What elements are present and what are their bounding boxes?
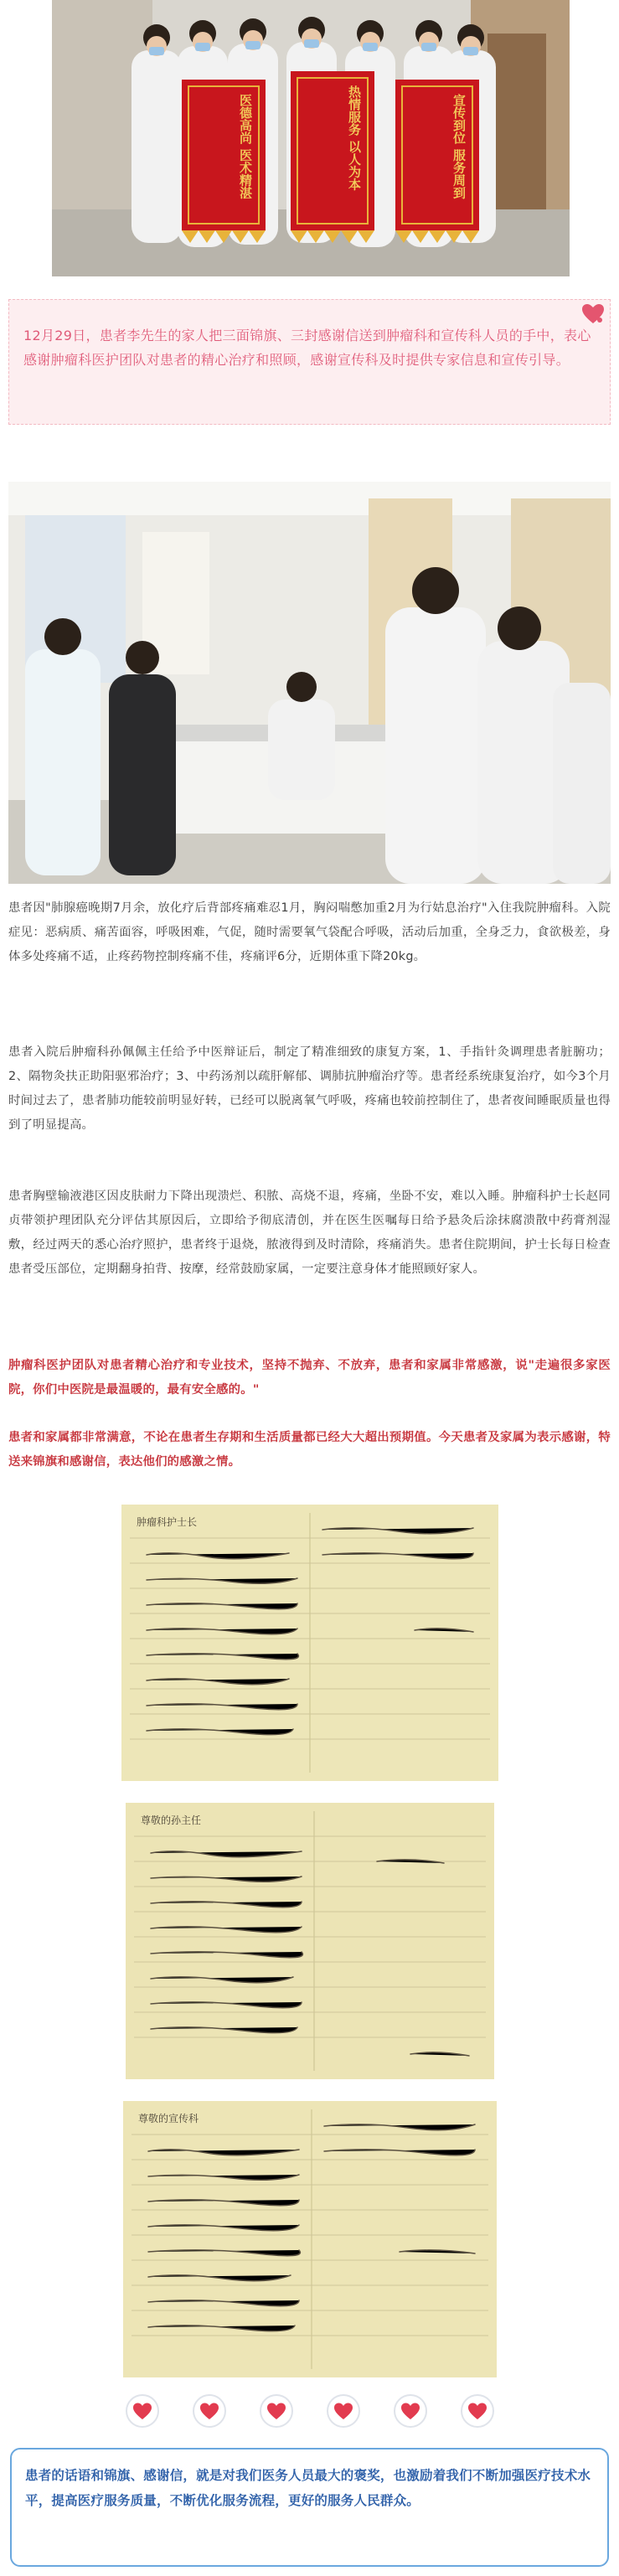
heart-icon — [193, 2394, 226, 2428]
heart-row — [126, 2394, 494, 2428]
closing-text: 患者的话语和锦旗、感谢信，就是对我们医务人员最大的褒奖，也激励着我们不断加强医疗技术水平，提高医疗服务质量，不断优化服务流程，更好的服务人民群众。 — [25, 2468, 591, 2508]
letter-3-heading: 尊敬的宣传科 — [138, 2113, 199, 2124]
banner-group-photo — [52, 0, 570, 276]
heart-icon — [126, 2394, 159, 2428]
letter-2-heading: 尊敬的孙主任 — [141, 1815, 202, 1826]
thank-you-letter-3 — [123, 2101, 497, 2377]
heart-icon — [394, 2394, 427, 2428]
paragraph-5: 患者和家属都非常满意，不论在患者生存期和生活质量都已经大大超出预期值。今天患者及家属为表示感谢，特送来锦旗和感谢信，表达他们的感激之情。 — [8, 1431, 611, 1469]
banner-3: 宣传到位 服务周到 — [451, 94, 467, 199]
heart-icon — [327, 2394, 360, 2428]
heart-icon — [581, 303, 605, 325]
ward-photo — [8, 482, 611, 884]
thank-you-letter-1 — [121, 1505, 498, 1781]
paragraph-1: 患者因"肺腺癌晚期7月余，放化疗后背部疼痛难忍1月，胸闷喘憋加重2月为行姑息治疗"入住我院肿瘤科。入院症见：恶病质、痛苦面容，呼吸困难，气促，随时需要氧气袋配合呼吸，活动后加重，全身乏力，食欲极差，身体多处疼痛不适，止疼药物控制疼痛不佳，疼痛评6分，近期体重下降20kg。 — [8, 901, 611, 963]
paragraph-3: 患者胸壁输液港区因皮肤耐力下降出现溃烂、积脓、高烧不退，疼痛，坐卧不安，难以入睡。肿瘤科护士长赵同贞带领护理团队充分评估其原因后，立即给予彻底清创，并在医生医嘱每日给予悬灸后涂抹腐溃散中药膏剂湿敷，经过两天的悉心治疗照护，患者终于退烧，脓液得到及时清除，疼痛消失。患者住院期间，护士长每日检查患者受压部位，定期翻身拍背、按摩，经常鼓励家属，一定要注意身体才能照顾好家人。 — [8, 1190, 611, 1276]
intro-text: 12月29日，患者李先生的家人把三面锦旗、三封感谢信送到肿瘤科和宣传科人员的手中，表心感谢肿瘤科医护团队对患者的精心治疗和照顾，感谢宣传科及时提供专家信息和宣传引导。 — [23, 328, 591, 368]
paragraph-4: 肿瘤科医护团队对患者精心治疗和专业技术，坚持不抛弃、不放弃，患者和家属非常感激，说"走遍很多家医院，你们中医院是最温暖的，最有安全感的。" — [8, 1359, 611, 1396]
banner-1: 医德高尚 医术精湛 — [238, 94, 253, 199]
paragraph-2: 患者入院后肿瘤科孙佩佩主任给予中医辩证后，制定了精准细致的康复方案，1、手指针灸调理患者脏腑功；2、隔物灸扶正助阳驱邪治疗；3、中药汤剂以疏肝解郁、调肺抗肿瘤治疗等。患者经系统康复治疗，如今3个月时间过去了，患者肺功能较前明显好转，已经可以脱离氧气呼吸，疼痛也较前控制住了，患者夜间睡眠质量也得到了明显提高。 — [8, 1045, 611, 1132]
banner-2: 热情服务 以人为本 — [347, 85, 362, 191]
heart-icon — [260, 2394, 293, 2428]
letter-1-heading: 肿瘤科护士长 — [137, 1516, 198, 1528]
heart-icon — [461, 2394, 494, 2428]
thank-you-letter-2 — [126, 1803, 494, 2079]
